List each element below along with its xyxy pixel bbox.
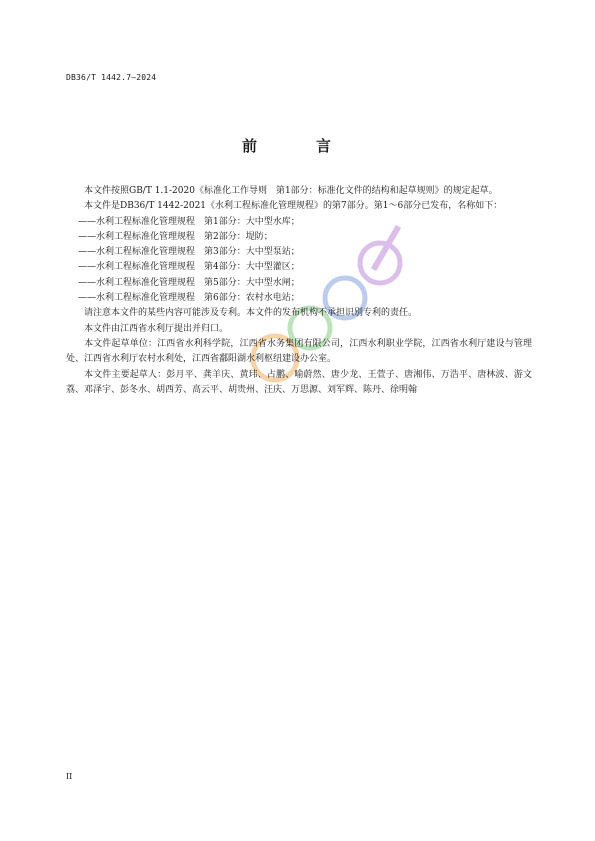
list-item: ——水利工程标准化管理规程 第5部分：大中型水闸； (78, 277, 300, 288)
parts-list (66, 215, 532, 307)
list-item: ——水利工程标准化管理规程 第1部分：大中型水库； (78, 216, 300, 227)
paragraph: 本文件按照GB/T 1.1-2020《标准化工作导则 第1部分：标准化文件的结构和起草规则》的规定起草。 (84, 186, 498, 196)
paragraph: 请注意本文件的某些内容可能涉及专利。本文件的发布机构不承担识别专利的责任。 (84, 308, 418, 319)
list-item: ——水利工程标准化管理规程 第2部分：堤防； (78, 231, 273, 242)
list-item: ——水利工程标准化管理规程 第3部分：大中型泵站； (78, 247, 300, 258)
paragraph: 本文件主要起草人：彭月平、龚羊庆、黄玮、占鹏、喻蔚然、唐少龙、王萱子、唐湘伟、万浩平、唐林波、游文荔、邓泽宇、彭冬水、胡西芳、高云平、胡贵州、汪庆、万思源、刘军辉、陈丹、徐明翰 (66, 369, 532, 395)
paragraph: 本文件起草单位：江西省水利科学院，江西省水务集团有限公司，江西水利职业学院，江西省水利厅建设与管理处、江西省水利厅农村水利处，江西省鄱阳湖水利枢纽建设办公室。 (66, 338, 532, 365)
page-title: 前 言 (241, 137, 353, 155)
page-number: II (66, 772, 73, 781)
document-code: DB36/T 1442.7—2024 (66, 73, 157, 82)
paragraph: 本文件是DB36/T 1442-2021《水利工程标准化管理规程》的第7部分。第1～6部分已发布，名称如下： (84, 201, 503, 212)
paragraph: 本文件由江西省水利厅提出并归口。 (84, 323, 229, 334)
list-item: ——水利工程标准化管理规程 第4部分：大中型灌区； (78, 262, 300, 273)
document-body (66, 184, 532, 398)
list-item: ——水利工程标准化管理规程 第6部分：农村水电站； (78, 293, 300, 304)
